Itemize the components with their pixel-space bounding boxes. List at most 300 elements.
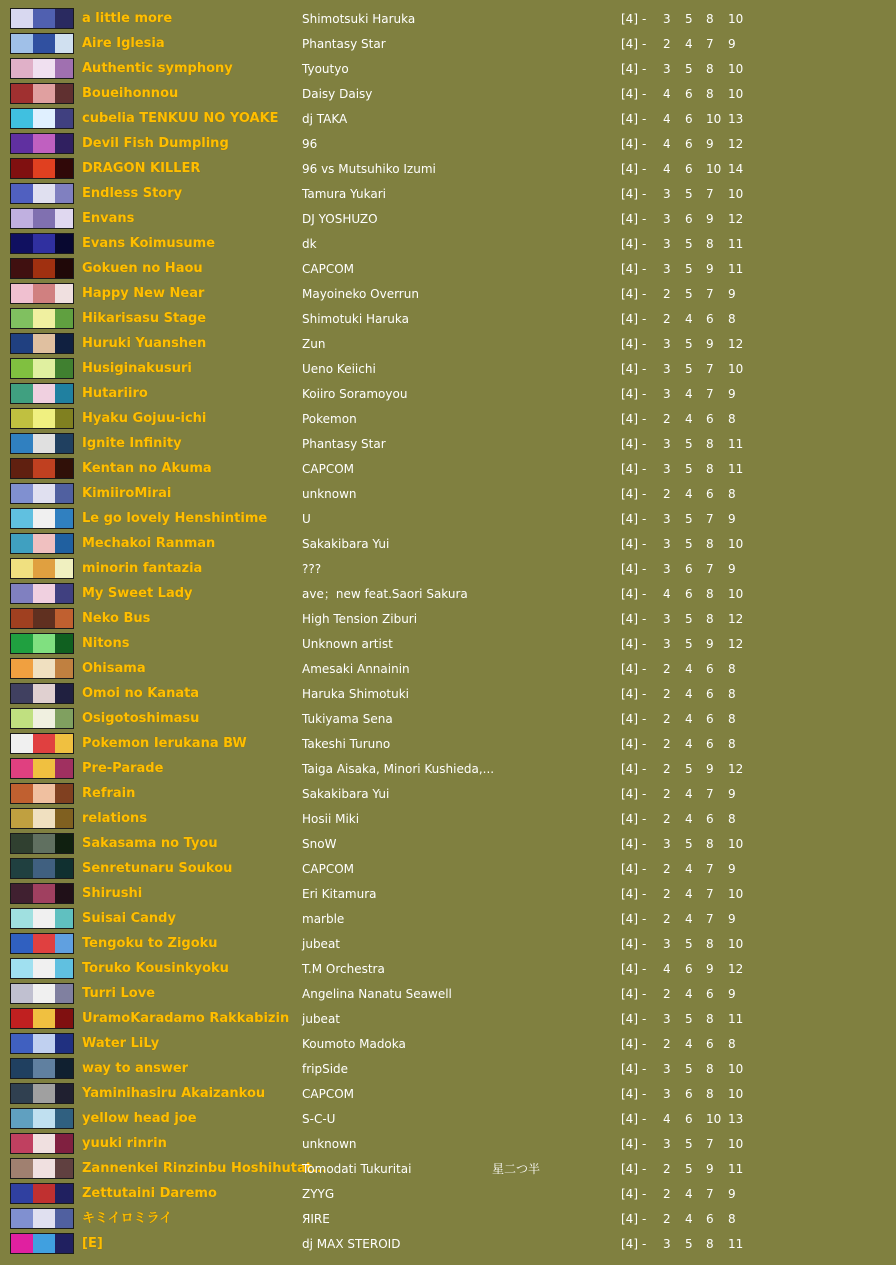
song-artist: Shimotsuki Haruka — [302, 12, 416, 26]
song-banner-image[interactable] — [10, 133, 74, 154]
song-title-link[interactable]: Water LiLy — [82, 1036, 160, 1051]
song-banner-image[interactable] — [10, 108, 74, 129]
song-banner-image[interactable] — [10, 83, 74, 104]
song-row — [0, 881, 896, 906]
song-dash: - — [642, 812, 647, 826]
banner-segment — [33, 84, 55, 103]
song-banner-image[interactable] — [10, 483, 74, 504]
song-dash: - — [642, 1112, 647, 1126]
banner-segment — [33, 559, 55, 578]
level-extreme: 8 — [706, 12, 714, 26]
banner-segment — [33, 859, 55, 878]
level-basic: 3 — [663, 262, 671, 276]
banner-segment — [33, 1209, 55, 1228]
song-dash: - — [642, 187, 647, 201]
song-title-link[interactable]: Hyaku Gojuu-ichi — [82, 411, 207, 426]
song-title-link[interactable]: Hikarisasu Stage — [82, 311, 207, 326]
banner-segment — [33, 809, 55, 828]
song-title-link[interactable]: cubelia TENKUU NO YOAKE — [82, 111, 279, 126]
level-basic: 2 — [663, 762, 671, 776]
song-title-link[interactable]: キミイロミライ — [82, 1211, 173, 1226]
level-extreme: 8 — [706, 1237, 714, 1251]
song-title-link[interactable]: way to answer — [82, 1061, 189, 1076]
level-advanced: 5 — [685, 62, 693, 76]
banner-segment — [33, 134, 55, 153]
song-artist: jubeat — [302, 937, 340, 951]
song-banner-image[interactable] — [10, 608, 74, 629]
level-extreme: 8 — [706, 237, 714, 251]
banner-segment — [33, 459, 55, 478]
song-title-link[interactable]: Husiginakusuri — [82, 361, 192, 376]
song-row — [0, 606, 896, 631]
banner-segment — [55, 709, 74, 728]
banner-segment — [11, 709, 33, 728]
song-title-link[interactable]: Evans Koimusume — [82, 236, 216, 251]
level-master: 9 — [728, 912, 736, 926]
song-banner-image[interactable] — [10, 508, 74, 529]
level-extreme: 6 — [706, 987, 714, 1001]
song-banner-image[interactable] — [10, 833, 74, 854]
song-artist: dj MAX STEROID — [302, 1237, 401, 1251]
song-title-link[interactable]: Neko Bus — [82, 611, 151, 626]
song-artist: Tamura Yukari — [302, 187, 387, 201]
song-artist: Ueno Keiichi — [302, 362, 376, 376]
level-advanced: 5 — [685, 637, 693, 651]
banner-segment — [55, 734, 74, 753]
song-banner-image[interactable] — [10, 433, 74, 454]
song-row — [0, 481, 896, 506]
song-title-link[interactable]: Refrain — [82, 786, 136, 801]
banner-segment — [55, 309, 74, 328]
banner-segment — [11, 1034, 33, 1053]
song-title-link[interactable]: Ignite Infinity — [82, 436, 182, 451]
song-title-link[interactable]: Omoi no Kanata — [82, 686, 200, 701]
level-extreme: 6 — [706, 487, 714, 501]
level-master: 12 — [728, 762, 744, 776]
song-artist: CAPCOM — [302, 862, 355, 876]
level-basic: 4 — [663, 87, 671, 101]
song-dash: - — [642, 1237, 647, 1251]
banner-segment — [55, 959, 74, 978]
song-banner-image[interactable] — [10, 208, 74, 229]
song-dash: - — [642, 537, 647, 551]
banner-segment — [33, 709, 55, 728]
song-artist: unknown — [302, 1137, 357, 1151]
song-row — [0, 581, 896, 606]
song-bracket-value: [4] — [621, 912, 638, 926]
song-dash: - — [642, 437, 647, 451]
banner-segment — [11, 334, 33, 353]
song-title-link[interactable]: My Sweet Lady — [82, 586, 193, 601]
song-title-link[interactable]: Envans — [82, 211, 135, 226]
song-artist: Koumoto Madoka — [302, 1037, 406, 1051]
level-advanced: 5 — [685, 187, 693, 201]
song-artist: S-C-U — [302, 1112, 336, 1126]
level-extreme: 9 — [706, 262, 714, 276]
song-title-link[interactable]: Aire Iglesia — [82, 36, 165, 51]
level-extreme: 8 — [706, 1062, 714, 1076]
song-banner-image[interactable] — [10, 708, 74, 729]
banner-segment — [55, 334, 74, 353]
song-banner-image[interactable] — [10, 33, 74, 54]
banner-segment — [55, 684, 74, 703]
song-banner-image[interactable] — [10, 358, 74, 379]
banner-segment — [33, 834, 55, 853]
song-banner-image[interactable] — [10, 758, 74, 779]
level-advanced: 6 — [685, 1112, 693, 1126]
level-extreme: 10 — [706, 112, 722, 126]
song-banner-image[interactable] — [10, 733, 74, 754]
banner-segment — [33, 659, 55, 678]
song-artist: ЯIRE — [302, 1212, 330, 1226]
song-title-link[interactable]: Tengoku to Zigoku — [82, 936, 218, 951]
song-title-link[interactable]: DRAGON KILLER — [82, 161, 201, 176]
song-row — [0, 1206, 896, 1231]
level-extreme: 9 — [706, 212, 714, 226]
song-artist: Unknown artist — [302, 637, 393, 651]
banner-segment — [55, 234, 74, 253]
banner-segment — [55, 634, 74, 653]
song-artist: Taiga Aisaka, Minori Kushieda,... — [302, 762, 495, 776]
level-master: 9 — [728, 287, 736, 301]
song-banner-image[interactable] — [10, 658, 74, 679]
level-basic: 3 — [663, 337, 671, 351]
song-bracket-value: [4] — [621, 837, 638, 851]
banner-segment — [33, 109, 55, 128]
song-dash: - — [642, 1037, 647, 1051]
song-artist: Koiiro Soramoyou — [302, 387, 408, 401]
song-row — [0, 1231, 896, 1256]
song-banner-image[interactable] — [10, 1133, 74, 1154]
banner-segment — [55, 509, 74, 528]
song-row — [0, 206, 896, 231]
song-banner-image[interactable] — [10, 283, 74, 304]
banner-segment — [11, 1059, 33, 1078]
song-banner-image[interactable] — [10, 233, 74, 254]
level-extreme: 7 — [706, 562, 714, 576]
level-advanced: 5 — [685, 337, 693, 351]
song-title-link[interactable]: Hutariiro — [82, 386, 148, 401]
song-row — [0, 356, 896, 381]
level-advanced: 4 — [685, 737, 693, 751]
song-banner-image[interactable] — [10, 258, 74, 279]
song-banner-image[interactable] — [10, 333, 74, 354]
song-dash: - — [642, 1162, 647, 1176]
level-basic: 3 — [663, 12, 671, 26]
level-advanced: 4 — [685, 312, 693, 326]
song-row — [0, 631, 896, 656]
song-title-link[interactable]: KimiiroMirai — [82, 486, 172, 501]
level-master: 8 — [728, 812, 736, 826]
banner-segment — [11, 134, 33, 153]
banner-segment — [11, 634, 33, 653]
banner-segment — [33, 334, 55, 353]
banner-segment — [55, 559, 74, 578]
banner-segment — [11, 984, 33, 1003]
banner-segment — [11, 284, 33, 303]
song-title-link[interactable]: relations — [82, 811, 148, 826]
song-artist: 96 — [302, 137, 318, 151]
level-master: 9 — [728, 987, 736, 1001]
song-bracket-value: [4] — [621, 187, 638, 201]
song-title-link[interactable]: Authentic symphony — [82, 61, 233, 76]
song-dash: - — [642, 137, 647, 151]
level-extreme: 7 — [706, 862, 714, 876]
banner-segment — [11, 234, 33, 253]
song-banner-image[interactable] — [10, 1183, 74, 1204]
level-basic: 4 — [663, 587, 671, 601]
song-bracket-value: [4] — [621, 1037, 638, 1051]
song-title-link[interactable]: Pokemon Ierukana BW — [82, 736, 247, 751]
song-row — [0, 1056, 896, 1081]
song-artist: Sakakibara Yui — [302, 787, 390, 801]
song-bracket-value: [4] — [621, 237, 638, 251]
level-master: 11 — [728, 462, 744, 476]
song-banner-image[interactable] — [10, 183, 74, 204]
song-banner-image[interactable] — [10, 858, 74, 879]
banner-segment — [55, 1209, 74, 1228]
song-artist: DJ YOSHUZO — [302, 212, 378, 226]
level-advanced: 5 — [685, 762, 693, 776]
song-title-link[interactable]: Le go lovely Henshintime — [82, 511, 268, 526]
song-banner-image[interactable] — [10, 308, 74, 329]
song-title-link[interactable]: Endless Story — [82, 186, 183, 201]
song-title-link[interactable]: a little more — [82, 11, 173, 26]
banner-segment — [11, 1134, 33, 1153]
level-extreme: 8 — [706, 937, 714, 951]
song-banner-image[interactable] — [10, 933, 74, 954]
banner-segment — [33, 1109, 55, 1128]
level-extreme: 9 — [706, 762, 714, 776]
song-banner-image[interactable] — [10, 458, 74, 479]
song-banner-image[interactable] — [10, 408, 74, 429]
level-master: 11 — [728, 237, 744, 251]
song-title-link[interactable]: UramoKaradamo Rakkabizin — [82, 1011, 290, 1026]
level-advanced: 6 — [685, 162, 693, 176]
level-master: 10 — [728, 1062, 744, 1076]
song-banner-image[interactable] — [10, 58, 74, 79]
song-row — [0, 781, 896, 806]
banner-segment — [11, 559, 33, 578]
song-title-link[interactable]: [E] — [82, 1236, 103, 1251]
song-bracket-value: [4] — [621, 812, 638, 826]
song-artist: Haruka Shimotuki — [302, 687, 410, 701]
song-bracket-value: [4] — [621, 662, 638, 676]
song-artist: dj TAKA — [302, 112, 348, 126]
level-master: 12 — [728, 212, 744, 226]
song-artist: Shimotuki Haruka — [302, 312, 410, 326]
song-title-link[interactable]: minorin fantazia — [82, 561, 203, 576]
banner-segment — [55, 484, 74, 503]
song-banner-image[interactable] — [10, 633, 74, 654]
song-banner-image[interactable] — [10, 1008, 74, 1029]
song-title-link[interactable]: Senretunaru Soukou — [82, 861, 233, 876]
song-banner-image[interactable] — [10, 1033, 74, 1054]
song-title-link[interactable]: Boueihonnou — [82, 86, 179, 101]
level-advanced: 4 — [685, 887, 693, 901]
level-basic: 3 — [663, 1012, 671, 1026]
song-title-link[interactable]: Gokuen no Haou — [82, 261, 203, 276]
banner-segment — [55, 459, 74, 478]
banner-segment — [33, 634, 55, 653]
level-master: 10 — [728, 362, 744, 376]
level-master: 8 — [728, 662, 736, 676]
song-bracket-value: [4] — [621, 712, 638, 726]
song-title-link[interactable]: Zannenkei Rinzinbu Hoshihutat... — [82, 1161, 327, 1176]
song-row — [0, 231, 896, 256]
level-advanced: 5 — [685, 237, 693, 251]
song-dash: - — [642, 1087, 647, 1101]
song-dash: - — [642, 737, 647, 751]
banner-segment — [55, 184, 74, 203]
song-bracket-value: [4] — [621, 987, 638, 1001]
song-title-link[interactable]: Kentan no Akuma — [82, 461, 212, 476]
level-master: 11 — [728, 437, 744, 451]
banner-segment — [33, 1234, 55, 1253]
song-row — [0, 806, 896, 831]
level-basic: 3 — [663, 362, 671, 376]
song-title-link[interactable]: yuuki rinrin — [82, 1136, 167, 1151]
song-title-link[interactable]: Devil Fish Dumpling — [82, 136, 229, 151]
level-advanced: 5 — [685, 462, 693, 476]
song-row — [0, 531, 896, 556]
banner-segment — [55, 934, 74, 953]
banner-segment — [55, 1034, 74, 1053]
banner-segment — [55, 1009, 74, 1028]
song-banner-image[interactable] — [10, 1058, 74, 1079]
song-banner-image[interactable] — [10, 158, 74, 179]
song-artist: fripSide — [302, 1062, 349, 1076]
song-row — [0, 181, 896, 206]
level-extreme: 8 — [706, 462, 714, 476]
song-banner-image[interactable] — [10, 558, 74, 579]
level-master: 10 — [728, 1137, 744, 1151]
song-title-link[interactable]: Sakasama no Tyou — [82, 836, 218, 851]
banner-segment — [33, 384, 55, 403]
level-master: 8 — [728, 737, 736, 751]
song-title-link[interactable]: Nitons — [82, 636, 130, 651]
song-bracket-value: [4] — [621, 1087, 638, 1101]
banner-segment — [11, 259, 33, 278]
song-banner-image[interactable] — [10, 1108, 74, 1129]
song-title-link[interactable]: Shirushi — [82, 886, 143, 901]
song-row — [0, 756, 896, 781]
song-dash: - — [642, 1062, 647, 1076]
song-bracket-value: [4] — [621, 562, 638, 576]
level-advanced: 6 — [685, 562, 693, 576]
banner-segment — [11, 1109, 33, 1128]
level-master: 10 — [728, 62, 744, 76]
song-title-link[interactable]: Toruko Kousinkyoku — [82, 961, 229, 976]
song-title-link[interactable]: Mechakoi Ranman — [82, 536, 216, 551]
level-master: 13 — [728, 1112, 744, 1126]
song-title-link[interactable]: Suisai Candy — [82, 911, 176, 926]
song-title-link[interactable]: Huruki Yuanshen — [82, 336, 207, 351]
song-title-link[interactable]: Pre-Parade — [82, 761, 164, 776]
level-advanced: 5 — [685, 12, 693, 26]
banner-segment — [55, 659, 74, 678]
banner-segment — [33, 884, 55, 903]
song-banner-image[interactable] — [10, 683, 74, 704]
level-master: 13 — [728, 112, 744, 126]
song-banner-image[interactable] — [10, 583, 74, 604]
banner-segment — [33, 284, 55, 303]
song-bracket-value: [4] — [621, 1012, 638, 1026]
song-artist: Mayoineko Overrun — [302, 287, 419, 301]
song-title-link[interactable]: Turri Love — [82, 986, 156, 1001]
song-banner-image[interactable] — [10, 983, 74, 1004]
song-banner-image[interactable] — [10, 1158, 74, 1179]
level-master: 8 — [728, 412, 736, 426]
song-banner-image[interactable] — [10, 1083, 74, 1104]
level-advanced: 4 — [685, 487, 693, 501]
level-advanced: 5 — [685, 437, 693, 451]
song-banner-image[interactable] — [10, 383, 74, 404]
song-banner-image[interactable] — [10, 1233, 74, 1254]
level-master: 10 — [728, 12, 744, 26]
song-banner-image[interactable] — [10, 1208, 74, 1229]
level-extreme: 10 — [706, 1112, 722, 1126]
song-banner-image[interactable] — [10, 908, 74, 929]
song-bracket-value: [4] — [621, 737, 638, 751]
song-dash: - — [642, 962, 647, 976]
song-title-link[interactable]: yellow head joe — [82, 1111, 197, 1126]
song-bracket-value: [4] — [621, 687, 638, 701]
song-dash: - — [642, 712, 647, 726]
song-title-link[interactable]: Zettutaini Daremo — [82, 1186, 217, 1201]
level-basic: 2 — [663, 1162, 671, 1176]
banner-segment — [33, 1009, 55, 1028]
song-row — [0, 106, 896, 131]
level-master: 12 — [728, 637, 744, 651]
level-advanced: 4 — [685, 387, 693, 401]
song-banner-image[interactable] — [10, 533, 74, 554]
banner-segment — [55, 1234, 74, 1253]
banner-segment — [33, 609, 55, 628]
level-basic: 3 — [663, 212, 671, 226]
banner-segment — [55, 984, 74, 1003]
song-row — [0, 981, 896, 1006]
level-master: 12 — [728, 612, 744, 626]
banner-segment — [33, 784, 55, 803]
song-banner-image[interactable] — [10, 883, 74, 904]
song-dash: - — [642, 662, 647, 676]
song-title-link[interactable]: Yaminihasiru Akaizankou — [82, 1086, 266, 1101]
song-title-link[interactable]: Ohisama — [82, 661, 146, 676]
level-extreme: 9 — [706, 637, 714, 651]
level-basic: 2 — [663, 862, 671, 876]
banner-segment — [11, 859, 33, 878]
level-advanced: 6 — [685, 87, 693, 101]
song-banner-image[interactable] — [10, 808, 74, 829]
song-row — [0, 831, 896, 856]
banner-segment — [55, 134, 74, 153]
song-title-link[interactable]: Osigotoshimasu — [82, 711, 200, 726]
level-extreme: 8 — [706, 437, 714, 451]
banner-segment — [33, 359, 55, 378]
level-advanced: 4 — [685, 712, 693, 726]
song-dash: - — [642, 1012, 647, 1026]
song-banner-image[interactable] — [10, 8, 74, 29]
song-row — [0, 656, 896, 681]
song-banner-image[interactable] — [10, 958, 74, 979]
song-banner-image[interactable] — [10, 783, 74, 804]
song-title-link[interactable]: Happy New Near — [82, 286, 205, 301]
level-extreme: 7 — [706, 187, 714, 201]
level-basic: 2 — [663, 312, 671, 326]
song-artist: Amesaki Annainin — [302, 662, 410, 676]
banner-segment — [11, 659, 33, 678]
